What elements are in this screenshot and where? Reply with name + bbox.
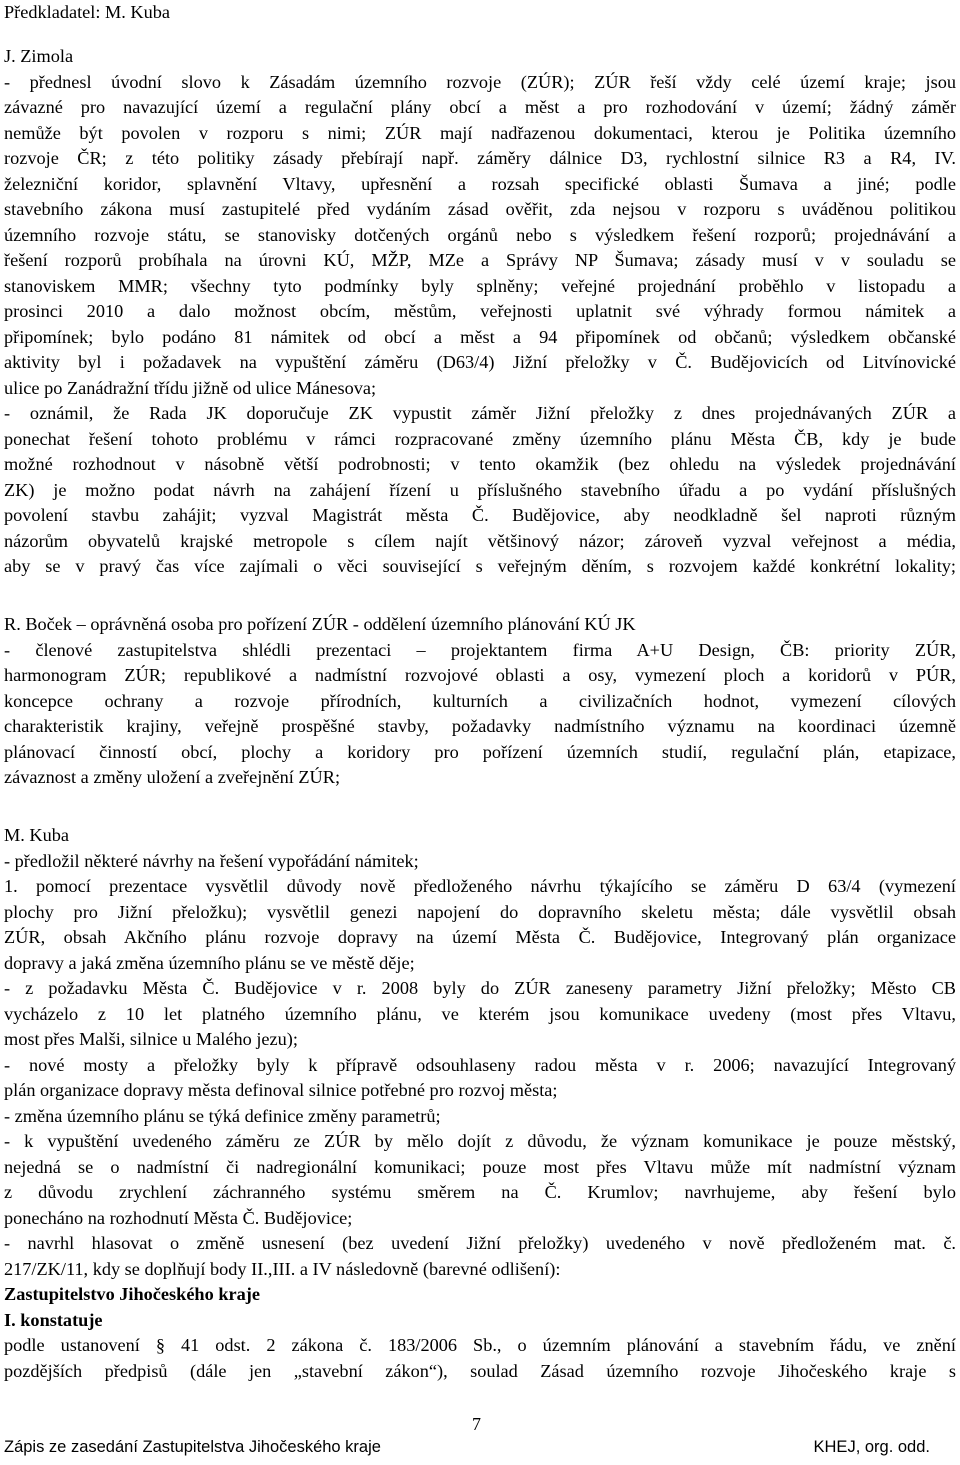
doc-line: - navrhl hlasovat o změně usnesení (bez uvedení Jižní přeložky) uvedeného v nově předloženém mat. č. bbox=[4, 1233, 956, 1253]
doc-line: - z požadavku Města Č. Budějovice v r. 2008 byly do ZÚR zaneseny parametry Jižní přeložky; Město CB bbox=[4, 978, 956, 998]
doc-line: plánovací činností obcí, plochy a koridory pro pořízení územních studií, regulační plán, etapizace, bbox=[4, 741, 956, 762]
doc-line: z důvodu zrychlení záchranného systému směrem na Č. Krumlov; navrhujeme, aby řešení bylo bbox=[4, 1182, 956, 1202]
doc-line: aktivity byl i požadavek na vypuštění záměru (D63/4) Jižní přeložky v Č. Budějovicích od Litvínovické bbox=[4, 352, 956, 372]
doc-line: stavebního zákona musí zastupitelé před vydáním zásad ověřit, zda nejsou v rozporu s uváděnou politikou bbox=[4, 199, 956, 219]
doc-line: ponecháno na rozhodnutí Města Č. Budějovice; bbox=[4, 1207, 353, 1228]
doc-line: 217/ZK/11, kdy se doplňují body II.,III. a IV následovně (barevné odlišení): bbox=[4, 1258, 561, 1279]
doc-line: železniční koridor, splavnění Vltavy, upřesnění a rozsah specifické oblasti Šumava a jiné; podle bbox=[4, 173, 956, 194]
doc-line: - členové zastupitelstva shlédli prezentaci – projektantem firma A+U Design, ČB: priority ZÚR, bbox=[4, 639, 956, 660]
doc-line: koncepce ochrany a rozvoje přírodních, kulturních a civilizačních hodnot, vymezení cílových bbox=[4, 690, 956, 711]
doc-line: možné rozhodnout v násobně větší podrobnosti; v tento okamžik (bez ohledu na výsledek projednávání bbox=[4, 454, 956, 474]
doc-line: - oznámil, že Rada JK doporučuje ZK vypustit záměr Jižní přeložky z dnes projednávaných ZÚR a bbox=[4, 403, 956, 423]
doc-line: závazné pro navazující území a regulační plány obcí a měst a pro rozhodování v území; žádný záměr bbox=[4, 97, 956, 117]
doc-line: rozvoje ČR; z této politiky zásady přebírají např. záměry dálnice D3, rychlostní silnice R3 a R4, IV. bbox=[4, 148, 956, 168]
doc-line: charakteristik krajiny, veřejně prospěšné stavby, požadavky nadmístního významu na koordinaci územně bbox=[4, 716, 956, 736]
doc-line: pozdějších předpisů (dále jen „stavební zákon“), soulad Zásad územního rozvoje Jihočeského kraje s bbox=[4, 1360, 956, 1381]
doc-line: nemůže být povolen v rozporu s nimi; ZÚR mají nadřazenou dokumentaci, kterou je Politika územního bbox=[4, 122, 956, 143]
doc-line: - předložil některé návrhy na řešení vypořádání námitek; bbox=[4, 850, 419, 871]
doc-line: - změna územního plánu se týká definice změny parametrů; bbox=[4, 1105, 441, 1126]
doc-line: vycházelo z 10 let platného územního plánu, ve kterém jsou komunikace uvedeny (most přes Vltavu, bbox=[4, 1003, 956, 1024]
footer-left-text: Zápis ze zasedání Zastupitelstva Jihočeského kraje bbox=[4, 1438, 381, 1456]
page-number: 7 bbox=[472, 1414, 481, 1434]
doc-line: ZK) je možno podat návrh na zahájení řízení u příslušného stavebního úřadu a po vydání příslušných bbox=[4, 479, 956, 500]
doc-line: podle ustanovení § 41 odst. 2 zákona č. 183/2006 Sb., o územním plánování a stavebním řádu, ve znění bbox=[4, 1335, 956, 1355]
doc-line: R. Boček – oprávněná osoba pro pořízení ZÚR - oddělení územního plánování KÚ JK bbox=[4, 614, 636, 634]
doc-line: ulice po Zanádražní třídu jižně od ulice Mánesova; bbox=[4, 377, 377, 398]
doc-line: územního rozvoje státu, se stanovisky dotčených orgánů nebo s výsledkem řešení rozporů; projednávání a bbox=[4, 224, 956, 245]
doc-line: 1. pomocí prezentace vysvětlil důvody nově předloženého návrhu týkajícího se záměru D 63/4 (vymezení bbox=[4, 876, 956, 896]
doc-line: stanoviskem MMR; všechny tyto podmínky byly splněny; veřejné projednání proběhlo v listopadu a bbox=[4, 275, 956, 296]
doc-line: M. Kuba bbox=[4, 825, 69, 845]
doc-line: aby se v pravý čas více zajímali o věci související s veřejným děním, s rozvojem každé konkrétní lokality; bbox=[4, 556, 956, 576]
doc-line: J. Zimola bbox=[4, 46, 74, 66]
doc-line: Předkladatel: M. Kuba bbox=[4, 2, 171, 22]
doc-line: - přednesl úvodní slovo k Zásadám územního rozvoje (ZÚR); ZÚR řeší vždy celé území kraje; jsou bbox=[4, 71, 956, 92]
doc-line: - k vypuštění uvedeného záměru ze ZÚR by mělo dojít z důvodu, že význam komunikace je pouze městský, bbox=[4, 1131, 956, 1151]
doc-line: řešení rozporů probíhala na úrovni KÚ, MŽP, MZe a Správy NP Šumava; zásady musí v v souladu se bbox=[4, 250, 956, 270]
doc-line: harmonogram ZÚR; republikové a nadmístní rozvojové oblasti a osy, vymezení ploch a koridorů v PÚR, bbox=[4, 665, 956, 685]
section-heading: I. konstatuje bbox=[4, 1309, 103, 1330]
doc-line: názorům obyvatelů krajské metropole s cílem najít většinový názor; zároveň vyzval veřejnost a média, bbox=[4, 530, 956, 551]
doc-line: připomínek; bylo podáno 81 námitek od obcí a měst a 94 připomínek od občanů; výsledkem občanské bbox=[4, 326, 956, 347]
doc-line: ZÚR, obsah Akčního plánu rozvoje dopravy na území Města Č. Budějovice, Integrovaný plán organizace bbox=[4, 927, 956, 947]
doc-line: nejedná se o nadmístní či nadregionální komunikaci; pouze most přes Vltavu může mít nadmístní význam bbox=[4, 1156, 956, 1177]
doc-line: most přes Malši, silnice u Malého jezu); bbox=[4, 1029, 298, 1049]
doc-line: prosinci 2010 a dalo možnost obcím, městům, veřejnosti uplatnit své výhrady formou námitek a bbox=[4, 301, 956, 321]
doc-line: plochy pro Jižní přeložku); vysvětlil genezi napojení do dopravního skeletu města; dále vysvětlil obsah bbox=[4, 901, 956, 922]
doc-line: povolení stavbu zahájit; vyzval Magistrát města Č. Budějovice, aby neodkladně šel naproti různým bbox=[4, 505, 956, 525]
doc-line: - nové mosty a přeložky byly k přípravě odsouhlaseny radou města v r. 2006; navazující Integrovaný bbox=[4, 1054, 956, 1075]
doc-line: ponechat řešení tohoto problému v rámci rozpracované změny územního plánu Města ČB, kdy je bude bbox=[4, 428, 956, 449]
doc-line: dopravy a jaká změna územního plánu se ve městě děje; bbox=[4, 952, 415, 973]
section-heading: Zastupitelstvo Jihočeského kraje bbox=[4, 1284, 260, 1304]
footer-right-text: KHEJ, org. odd. bbox=[813, 1438, 930, 1456]
doc-line: plán organizace dopravy města definoval silnice potřebné pro rozvoj města; bbox=[4, 1080, 558, 1100]
doc-line: závaznost a změny uložení a zveřejnění ZÚR; bbox=[4, 767, 341, 787]
